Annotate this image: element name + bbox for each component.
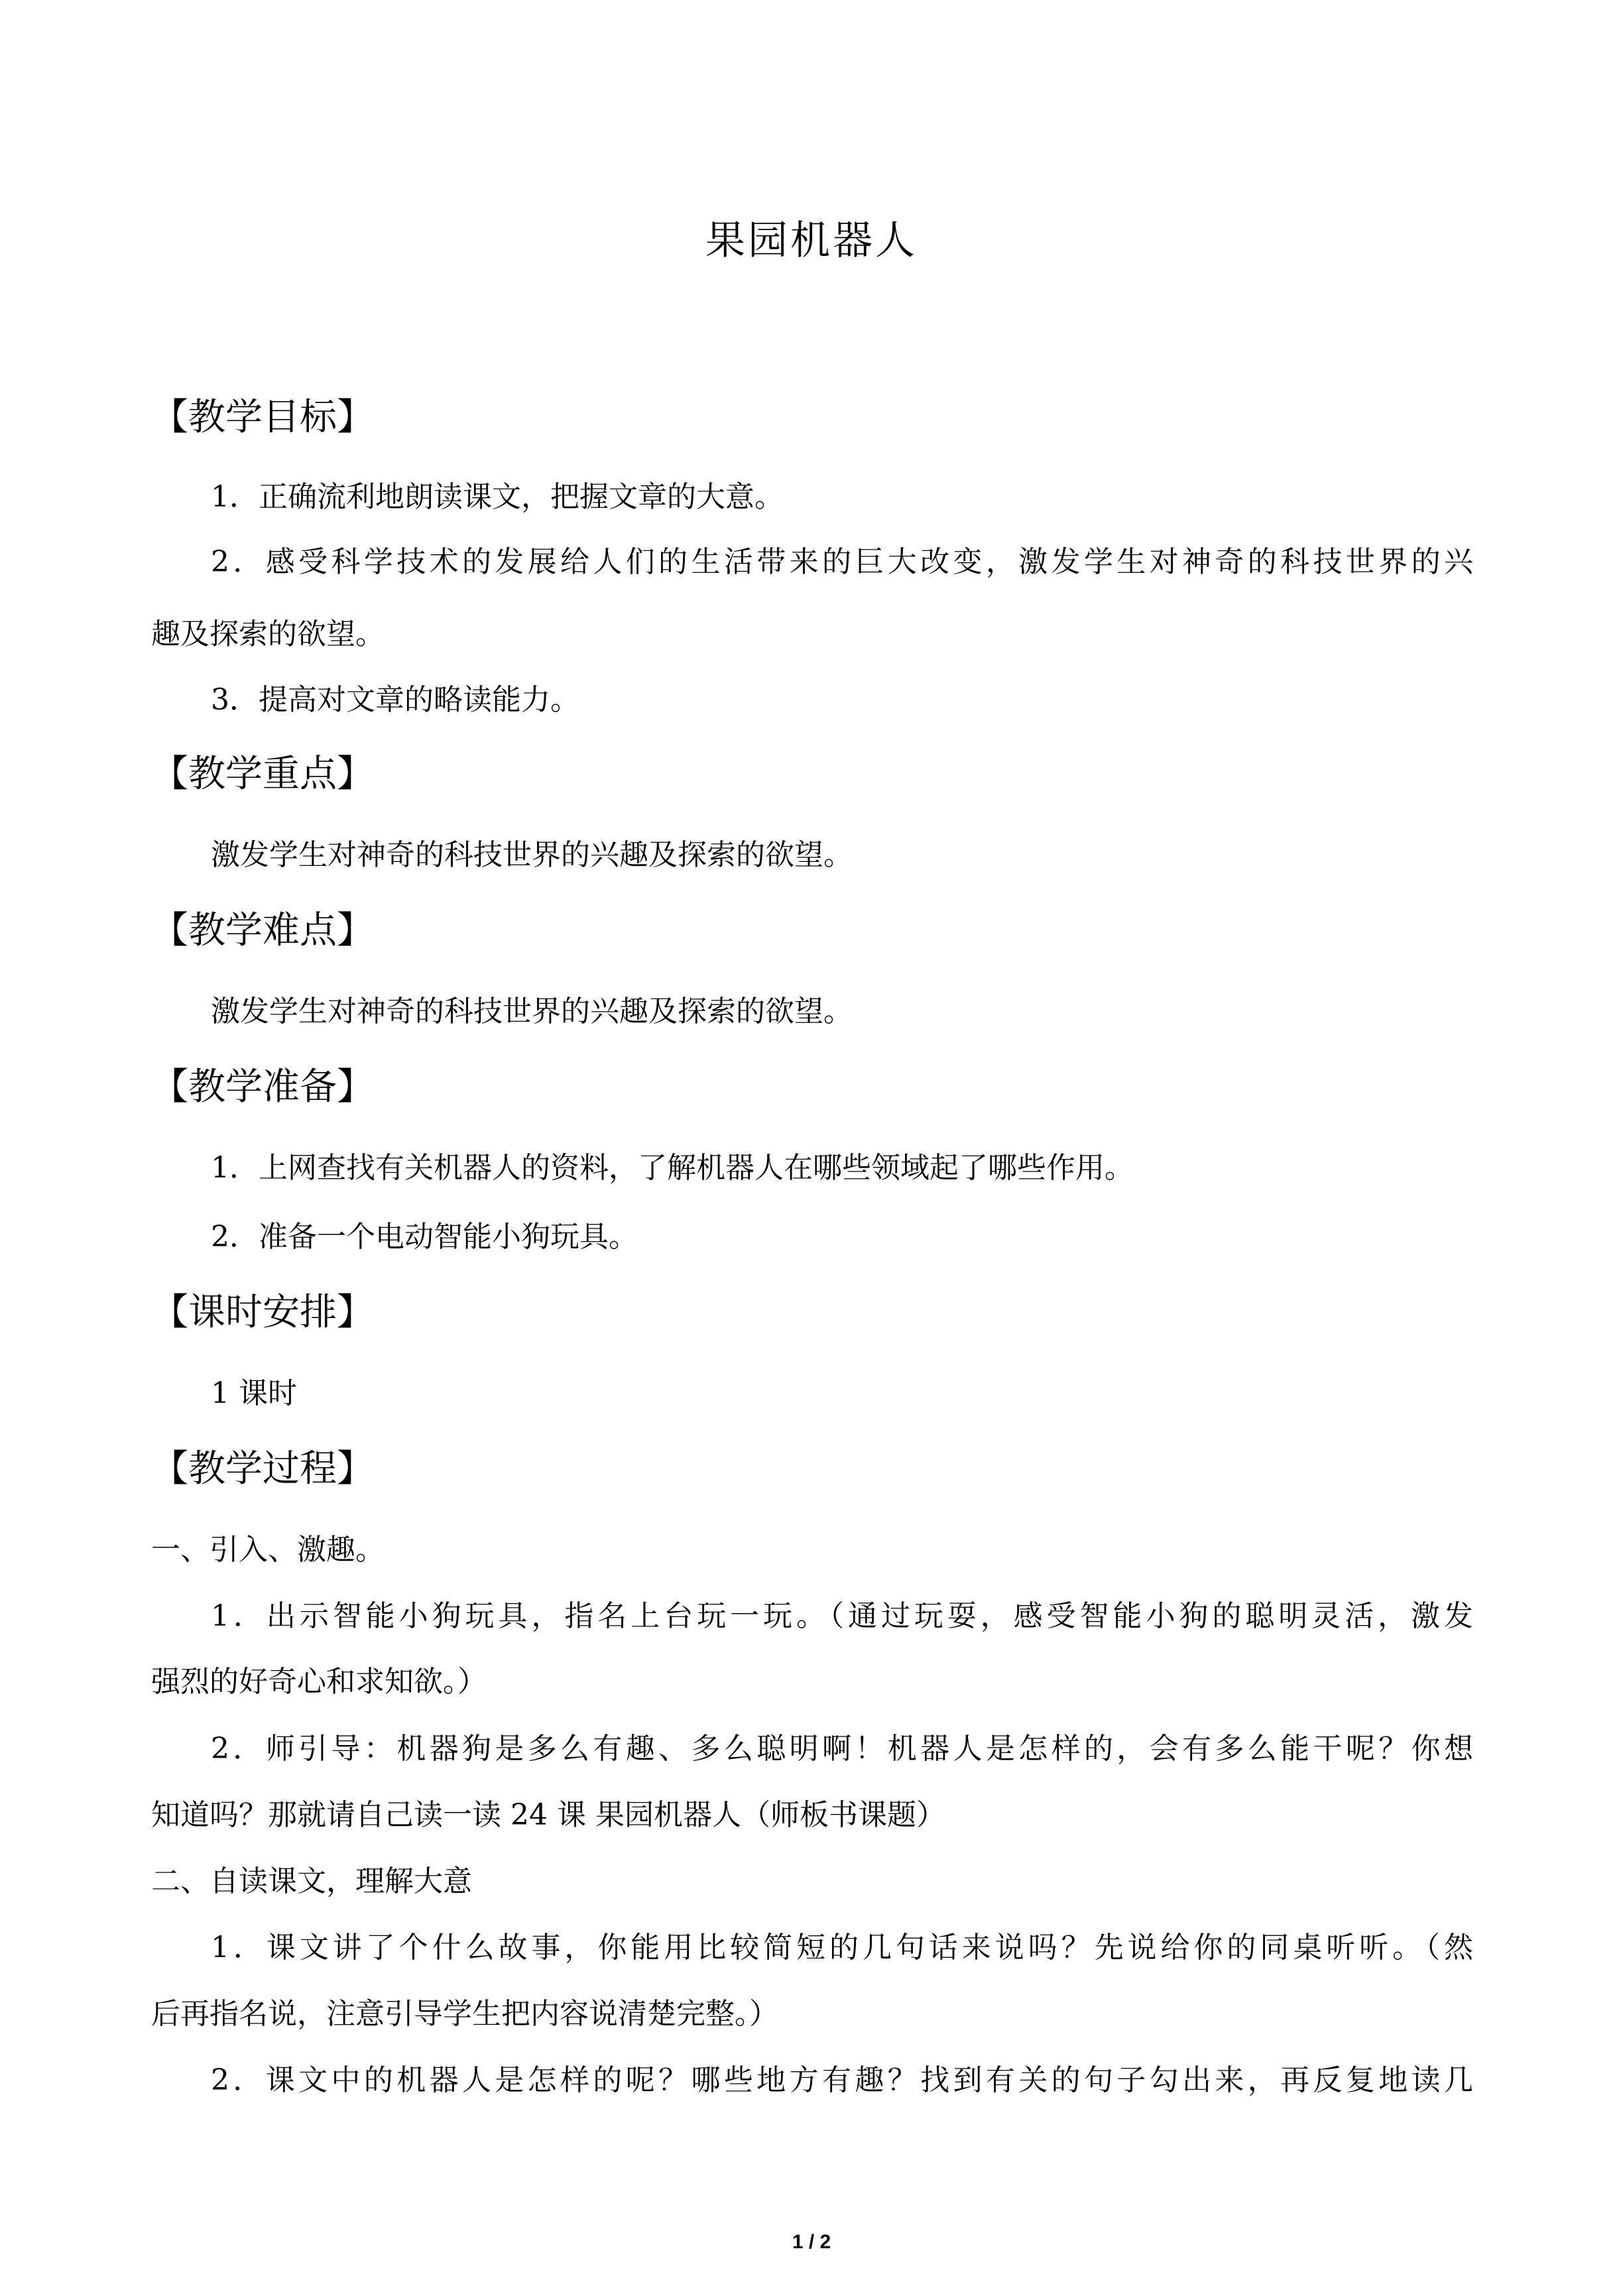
section-heading-difficulties: 【教学难点】 bbox=[151, 909, 374, 952]
process-part-2-line-2: 后再指名说，注意引导学生把内容说清楚完整。） bbox=[151, 1997, 778, 2031]
process-part-1-line-2: 强烈的好奇心和求知欲。） bbox=[151, 1665, 487, 1699]
process-part-1-line-1: 1．出示智能小狗玩具，指名上台玩一玩。（通过玩耍，感受智能小狗的聪明灵活，激发 bbox=[211, 1599, 1473, 1633]
process-part-2-line-3: 2．课文中的机器人是怎样的呢？哪些地方有趣？找到有关的句子勾出来，再反复地读几 bbox=[211, 2063, 1473, 2097]
section-heading-objectives: 【教学目标】 bbox=[151, 396, 374, 439]
section-heading-schedule: 【课时安排】 bbox=[151, 1291, 374, 1334]
section-heading-key-points: 【教学重点】 bbox=[151, 753, 374, 796]
process-part-1-line-3: 2．师引导：机器狗是多么有趣、多么聪明啊！机器人是怎样的，会有多么能干呢？你想 bbox=[211, 1732, 1473, 1766]
process-part-1-line-4: 知道吗？那就请自己读一读 24 课 果园机器人（师板书课题） bbox=[151, 1798, 945, 1832]
page-title: 果园机器人 bbox=[705, 217, 918, 264]
objective-item-2-line-2: 趣及探索的欲望。 bbox=[151, 617, 385, 651]
preparation-item-1: 1．上网查找有关机器人的资料，了解机器人在哪些领域起了哪些作用。 bbox=[211, 1151, 1134, 1185]
section-heading-process: 【教学过程】 bbox=[151, 1447, 374, 1490]
schedule-text: 1 课时 bbox=[211, 1376, 297, 1410]
process-part-1-title: 一、引入、激趣。 bbox=[151, 1533, 385, 1567]
difficulties-text: 激发学生对神奇的科技世界的兴趣及探索的欲望。 bbox=[211, 995, 853, 1028]
objective-item-3: 3．提高对文章的略读能力。 bbox=[211, 683, 579, 717]
objective-item-1: 1．正确流利地朗读课文，把握文章的大意。 bbox=[211, 480, 784, 514]
key-points-text: 激发学生对神奇的科技世界的兴趣及探索的欲望。 bbox=[211, 838, 853, 872]
objective-item-2-line-1: 2．感受科学技术的发展给人们的生活带来的巨大改变，激发学生对神奇的科技世界的兴 bbox=[211, 545, 1473, 579]
process-part-2-title: 二、自读课文，理解大意 bbox=[151, 1864, 472, 1898]
preparation-item-2: 2．准备一个电动智能小狗玩具。 bbox=[211, 1220, 638, 1254]
page-number: 1 / 2 bbox=[792, 2231, 831, 2253]
section-heading-preparation: 【教学准备】 bbox=[151, 1065, 374, 1109]
process-part-2-line-1: 1．课文讲了个什么故事，你能用比较简短的几句话来说吗？先说给你的同桌听听。（然 bbox=[211, 1931, 1473, 1964]
